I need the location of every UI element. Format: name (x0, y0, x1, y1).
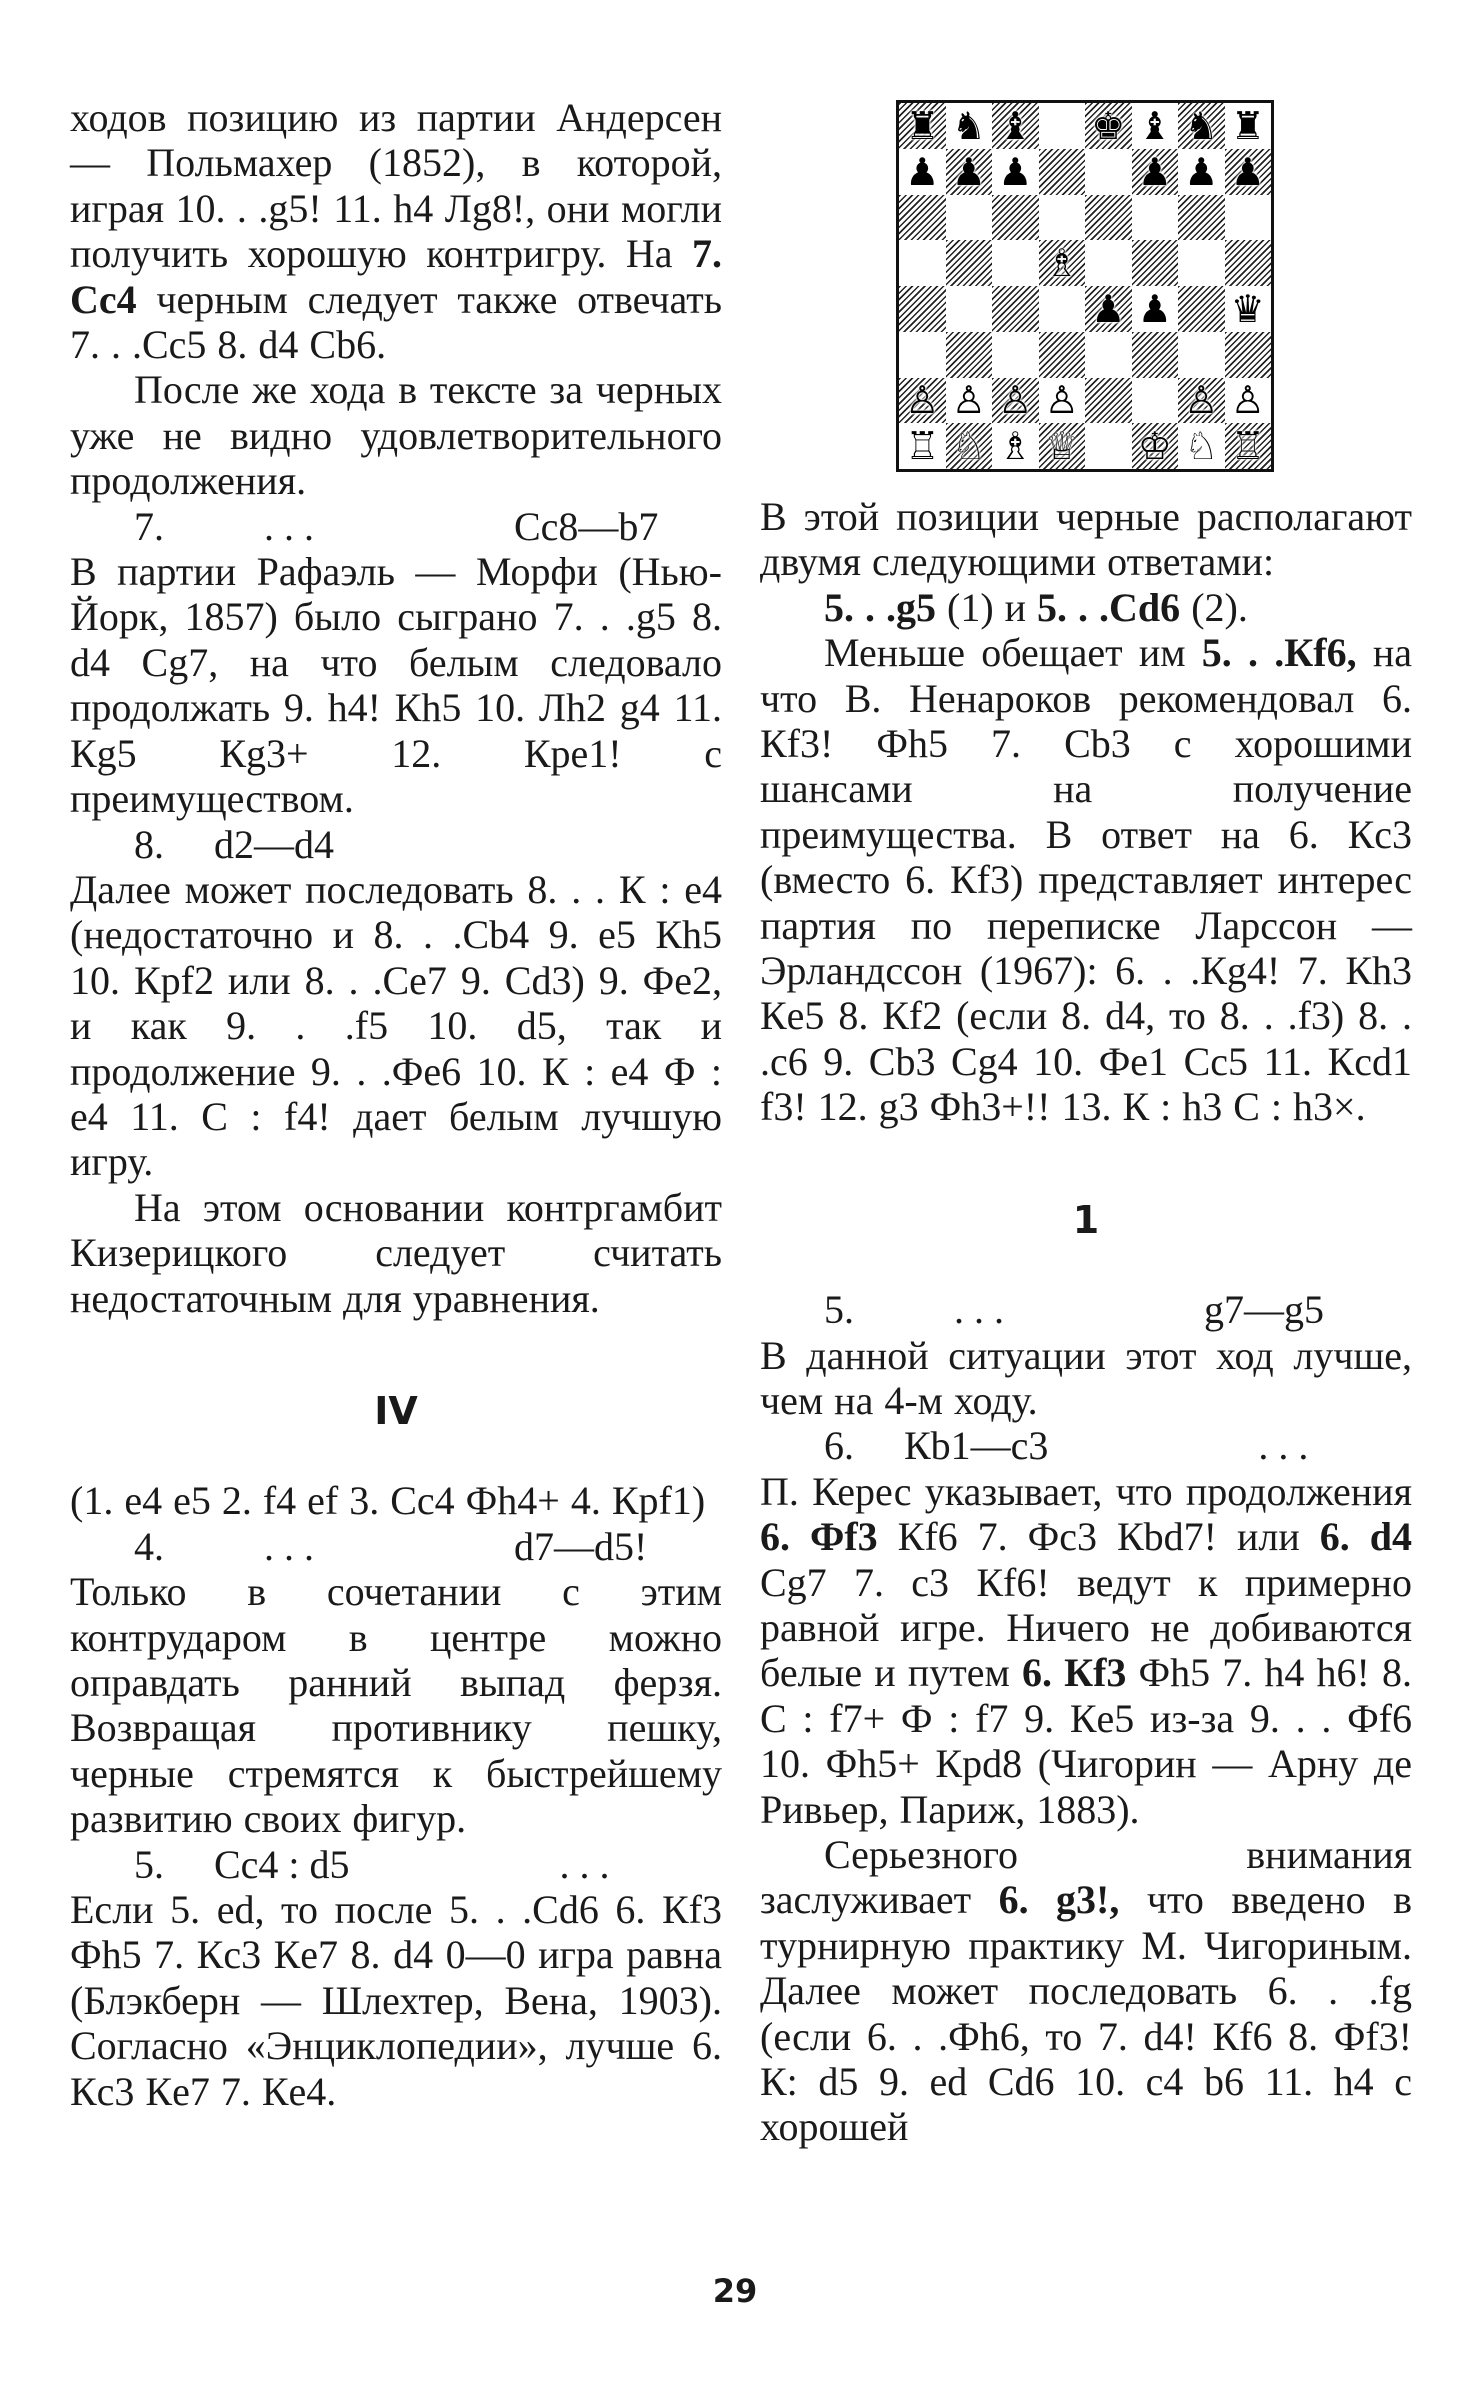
text: черным следует также отвечать 7. . .Сc5 8. d4 Сb6. (70, 276, 722, 368)
chess-piece-h2: ♙ (1230, 378, 1265, 423)
square-f5 (1132, 240, 1179, 286)
square-h1 (1225, 423, 1272, 469)
paragraph (760, 630, 1412, 1129)
square-a6 (899, 195, 946, 241)
text: Меньше обещает им (824, 630, 1202, 676)
chess-piece-h4: ♛ (1230, 286, 1265, 331)
chess-piece-f7: ♟ (1137, 149, 1172, 194)
square-a1 (899, 423, 946, 469)
square-a7 (899, 149, 946, 195)
chess-piece-c7: ♟ (998, 149, 1033, 194)
square-f3 (1132, 332, 1179, 378)
square-b1 (946, 423, 993, 469)
bold-move: 6. d4 (1319, 1514, 1412, 1560)
square-d1 (1039, 423, 1086, 469)
chess-piece-h7: ♟ (1230, 149, 1265, 194)
bold-move: 5. . .Кf6, (1201, 630, 1357, 676)
square-g5 (1178, 240, 1225, 286)
square-h4 (1225, 286, 1272, 332)
square-h3 (1225, 332, 1272, 378)
square-d2 (1039, 378, 1086, 424)
chess-piece-d1: ♕ (1044, 424, 1079, 469)
chess-piece-f4: ♟ (1137, 286, 1172, 331)
square-e2 (1085, 378, 1132, 424)
square-f7 (1132, 149, 1179, 195)
text: Сg7 7. c3 Кf6! ведут к примерно равной игре. Ничего не добиваются белые и путем (760, 1559, 1412, 1696)
chess-piece-e8: ♚ (1091, 103, 1126, 148)
paragraph: После же хода в тексте за черных уже не видно удовлетворительного продолжения. (70, 367, 722, 504)
square-c5 (992, 240, 1039, 286)
page-number: 29 (712, 2272, 758, 2310)
square-c3 (992, 332, 1039, 378)
square-h8 (1225, 103, 1272, 149)
chess-piece-c1: ♗ (998, 424, 1033, 469)
chess-piece-g8: ♞ (1184, 103, 1219, 148)
move-line: 8. d2—d4 (134, 821, 334, 867)
square-c8 (992, 103, 1039, 149)
text: (1) и (936, 584, 1038, 630)
chess-board (896, 100, 1274, 472)
chess-diagram (896, 100, 1274, 472)
square-e5 (1085, 240, 1132, 286)
square-d8 (1039, 103, 1086, 149)
square-c6 (992, 195, 1039, 241)
square-e3 (1085, 332, 1132, 378)
move-line: 6. Кb1—c3 . . . (824, 1423, 1309, 1469)
move-line: 5. . . . g7—g5 (824, 1287, 1324, 1333)
chess-piece-a1: ♖ (905, 424, 940, 469)
square-h7 (1225, 149, 1272, 195)
paragraph (760, 1469, 1412, 1832)
square-a2 (899, 378, 946, 424)
text: (2). (1180, 584, 1248, 630)
bold-move: 5. . .g5 (824, 584, 936, 630)
paragraph (70, 95, 722, 367)
right-column (760, 494, 1412, 2150)
square-h5 (1225, 240, 1272, 286)
square-c4 (992, 286, 1039, 332)
square-b4 (946, 286, 993, 332)
chess-piece-a8: ♜ (905, 103, 940, 148)
paragraph: Только в сочетании с этим контрударом в центре можно оправдать ранний выпад ферзя. Возвращая противнику пешку, черные стремятся к быстрейшему развитию своих фигур. (70, 1569, 722, 1842)
text: что введено в турнирную практику М. Чигориным. Далее может последовать 6. . .fg (если 6. . .Фh6, то 7. d4! Кf6 8. Фf3! К: d5 9. ed Сd6 10. c4 b6 11. h4 с хорошей (760, 1877, 1412, 2150)
chess-piece-b1: ♘ (951, 424, 986, 469)
bold-move: 5. . .Сd6 (1037, 584, 1181, 630)
square-f6 (1132, 195, 1179, 241)
square-c1 (992, 423, 1039, 469)
square-a5 (899, 240, 946, 286)
square-f4 (1132, 286, 1179, 332)
square-g8 (1178, 103, 1225, 149)
square-h6 (1225, 195, 1272, 241)
chess-piece-g1: ♘ (1184, 424, 1219, 469)
chess-piece-f1: ♔ (1137, 424, 1172, 469)
paragraph: В данной ситуации этот ход лучше, чем на 4-м ходу. (760, 1332, 1412, 1423)
bold-move: 7. Сc4 (70, 231, 722, 322)
chess-piece-g7: ♟ (1184, 149, 1219, 194)
move-line: 7. . . . Сc8—b7 (134, 503, 659, 549)
chess-piece-h1: ♖ (1230, 424, 1265, 469)
chess-piece-a7: ♟ (905, 149, 940, 194)
paragraph (760, 1832, 1412, 2150)
square-f2 (1132, 378, 1179, 424)
square-g3 (1178, 332, 1225, 378)
bold-move: 6. Кf3 (1021, 1650, 1127, 1696)
chess-piece-f8: ♝ (1137, 103, 1172, 148)
square-g2 (1178, 378, 1225, 424)
text: ходов позицию из партии Андерсен — Польмахер (1852), в которой, играя 10. . .g5! 11. h4 Лg8!, они могли получить хорошую контригру. На (70, 95, 722, 277)
chess-piece-c2: ♙ (998, 378, 1033, 423)
square-d4 (1039, 286, 1086, 332)
square-a3 (899, 332, 946, 378)
square-g4 (1178, 286, 1225, 332)
square-f1 (1132, 423, 1179, 469)
left-column (70, 95, 722, 2114)
paragraph: Если 5. ed, то после 5. . .Сd6 6. Кf3 Фh5 7. Кc3 Кe7 8. d4 0—0 игра равна (Блэкберн — Шлехтер, Вена, 1903). Согласно «Энциклопедии», лучше 6. Кc3 Кe7 7. Кe4. (70, 1887, 722, 2114)
square-e1 (1085, 423, 1132, 469)
section-heading: IV (374, 1388, 418, 1433)
square-g1 (1178, 423, 1225, 469)
bold-move: 6. Фf3 (760, 1514, 878, 1560)
move-line: 4. . . . d7—d5! (134, 1523, 648, 1569)
square-e6 (1085, 195, 1132, 241)
square-e8 (1085, 103, 1132, 149)
square-c2 (992, 378, 1039, 424)
bold-move: 6. g3!, (998, 1877, 1120, 1923)
section-heading: 1 (1072, 1197, 1100, 1242)
square-a4 (899, 286, 946, 332)
chess-piece-c8: ♝ (998, 103, 1033, 148)
chess-piece-d5: ♗ (1044, 241, 1079, 286)
square-a8 (899, 103, 946, 149)
chess-piece-d2: ♙ (1044, 378, 1079, 423)
square-d7 (1039, 149, 1086, 195)
chess-piece-g2: ♙ (1184, 378, 1219, 423)
square-b3 (946, 332, 993, 378)
move-line: 5. Сc4 : d5 . . . (134, 1841, 610, 1887)
square-e4 (1085, 286, 1132, 332)
paragraph: Далее может последовать 8. . . К : e4 (недостаточно и 8. . .Сb4 9. e5 Кh5 10. Крf2 или 8. . .Сe7 9. Сd3) 9. Фe2, и как 9. . .f5 10. d5, так и продолжение 9. . .Фe6 10. К : e4 Ф : e4 11. С : f4! дает белым лучшую игру. (70, 866, 722, 1185)
square-g6 (1178, 195, 1225, 241)
square-b8 (946, 103, 993, 149)
square-c7 (992, 149, 1039, 195)
text: П. Керес указывает, что продолжения (760, 1468, 1412, 1514)
square-d5 (1039, 240, 1086, 286)
square-b2 (946, 378, 993, 424)
text: Серьезного внимания заслуживает (760, 1831, 1412, 1923)
text: на что В. Ненароков рекомендовал 6. Кf3! Фh5 7. Сb3 с хорошими шансами на получение преимущества. В ответ на 6. Кc3 (вместо 6. Кf3) представляет интерес партия по переписке Ларссон — Эрландссон (1967): 6. . .Кg4! 7. Кh3 Кe5 8. Кf2 (если 8. d4, то 8. . .f3) 8. . .c6 9. Сb3 Сg4 10. Фe1 Сc5 11. Кcd1 f3! 12. g3 Фh3+!! 13. К : h3 С : h3×. (760, 630, 1412, 1130)
text: Кf6 7. Фc3 Кbd7! или (877, 1514, 1320, 1560)
square-f8 (1132, 103, 1179, 149)
chess-piece-b7: ♟ (951, 149, 986, 194)
chess-piece-e4: ♟ (1091, 286, 1126, 331)
chess-piece-h8: ♜ (1230, 103, 1265, 148)
square-g7 (1178, 149, 1225, 195)
paragraph: В партии Рафаэль — Морфи (Нью-Йорк, 1857) было сыграно 7. . .g5 8. d4 Сg7, на что белым следовало продолжать 9. h4! Кh5 10. Лh2 g4 11. Кg5 Кg3+ 12. Крe1! с преимуществом. (70, 549, 722, 822)
paragraph: На этом основании контргамбит Кизерицкого следует считать недостаточным для уравнения. (70, 1184, 722, 1321)
square-d6 (1039, 195, 1086, 241)
chess-piece-a2: ♙ (905, 378, 940, 423)
paragraph: (1. e4 e5 2. f4 ef 3. Сc4 Фh4+ 4. Крf1) (70, 1478, 706, 1524)
chess-piece-b8: ♞ (951, 103, 986, 148)
text: Фh5 7. h4 h6! 8. С : f7+ Ф : f7 9. Кe5 из-за 9. . . Фf6 10. Фh5+ Крd8 (Чигорин — Арну де Ривьер, Париж, 1883). (760, 1650, 1413, 1832)
square-h2 (1225, 378, 1272, 424)
square-b5 (946, 240, 993, 286)
square-e7 (1085, 149, 1132, 195)
paragraph (760, 585, 1412, 630)
chess-piece-b2: ♙ (951, 378, 986, 423)
paragraph: В этой позиции черные располагают двумя следующими ответами: (760, 494, 1412, 585)
square-b6 (946, 195, 993, 241)
square-d3 (1039, 332, 1086, 378)
square-b7 (946, 149, 993, 195)
